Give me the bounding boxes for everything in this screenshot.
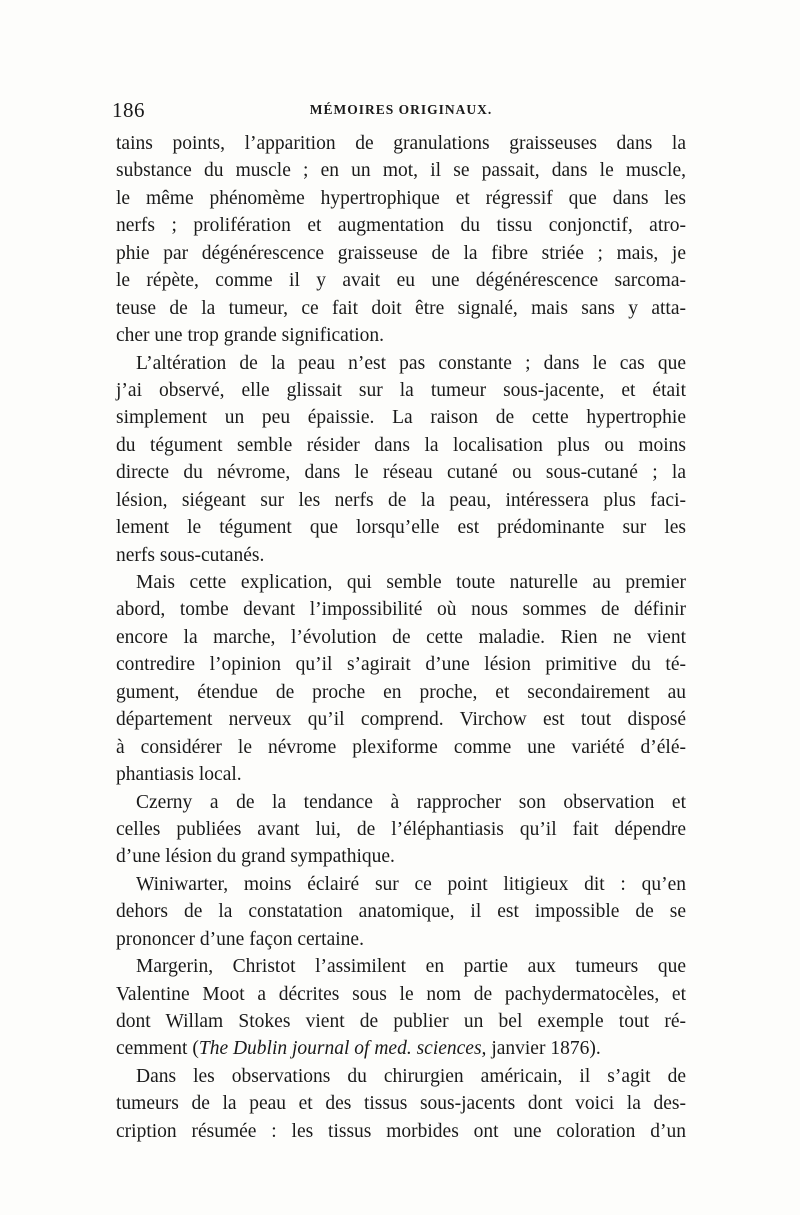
text-line: Dans les observations du chirurgien américain, il s’agit de [136, 1065, 686, 1087]
journal-title: The Dublin journal of med. sciences, [198, 1038, 487, 1060]
text-line: nerfs sous-cutanés. [116, 544, 265, 566]
text-line: d’une lésion du grand sympathique. [116, 846, 395, 868]
text-line: Czerny a de la tendance à rapprocher son observation et [136, 791, 686, 813]
text-line: Valentine Moot a décrites sous le nom de pachydermatocèles, et [116, 983, 686, 1005]
text-line: j’ai observé, elle glissait sur la tumeur sous-jacente, et était [116, 379, 686, 401]
running-title: MÉMOIRES ORIGINAUX. [309, 102, 493, 117]
text-line: tumeurs de la peau et des tissus sous-jacents dont voici la des- [116, 1093, 686, 1115]
citation-after: janvier 1876). [486, 1038, 601, 1060]
citation-line [116, 1035, 686, 1062]
text-line: le répète, comme il y avait eu une dégénérescence sarcoma- [116, 270, 686, 292]
text-line: substance du muscle ; en un mot, il se passait, dans le muscle, [116, 160, 686, 182]
text-line: gument, étendue de proche en proche, et secondairement au [116, 681, 686, 703]
text-line: département nerveux qu’il comprend. Virchow est tout disposé [116, 709, 686, 731]
page-number: 186 [112, 98, 145, 122]
text-line: le même phénomème hypertrophique et régressif que dans les [116, 187, 686, 209]
text-line: à considérer le névrome plexiforme comme une variété d’élé- [116, 736, 686, 758]
text-line: phie par dégénérescence graisseuse de la fibre striée ; mais, je [116, 242, 686, 264]
text-line: cher une trop grande signification. [116, 325, 385, 347]
text-line: du tégument semble résider dans la localisation plus ou moins [116, 434, 686, 456]
text-line: dont Willam Stokes vient de publier un bel exemple tout ré- [116, 1011, 686, 1032]
text-line: tains points, l’apparition de granulations graisseuses dans la [116, 133, 686, 154]
text-line: abord, tombe devant l’impossibilité où nous sommes de définir [116, 599, 686, 621]
text-line: dehors de la constatation anatomique, il est impossible de se [116, 901, 686, 923]
text-line: simplement un peu épaissie. La raison de cette hypertrophie [116, 407, 686, 429]
text-line: celles publiées avant lui, de l’éléphantiasis qu’il fait dépendre [116, 818, 686, 840]
text-line: directe du névrome, dans le réseau cutané ou sous-cutané ; la [116, 462, 686, 484]
citation-before: cemment ( [116, 1038, 199, 1060]
text-line: prononcer d’une façon certaine. [116, 928, 364, 950]
text-line: phantiasis local. [116, 764, 242, 786]
text-line: teuse de la tumeur, ce fait doit être signalé, mais sans y atta- [116, 297, 686, 319]
running-head [112, 98, 690, 122]
text-line: contredire l’opinion qu’il s’agirait d’une lésion primitive du té- [116, 654, 686, 676]
text-line: lement le tégument que lorsqu’elle est prédominante sur les [116, 517, 686, 539]
body-text [116, 130, 686, 1145]
text-line: Margerin, Christot l’assimilent en partie aux tumeurs que [136, 956, 686, 978]
text-line: Winiwarter, moins éclairé sur ce point litigieux dit : qu’en [136, 873, 686, 895]
text-line: cription résumée : les tissus morbides ont une coloration d’un [116, 1120, 686, 1142]
text-line: lésion, siégeant sur les nerfs de la peau, intéressera plus faci- [116, 489, 686, 511]
text-line: encore la marche, l’évolution de cette maladie. Rien ne vient [116, 626, 686, 648]
text-line: nerfs ; prolifération et augmentation du tissu conjonctif, atro- [116, 215, 686, 237]
text-line: L’altération de la peau n’est pas constante ; dans le cas que [136, 352, 686, 374]
text-line: Mais cette explication, qui semble toute naturelle au premier [136, 572, 686, 593]
